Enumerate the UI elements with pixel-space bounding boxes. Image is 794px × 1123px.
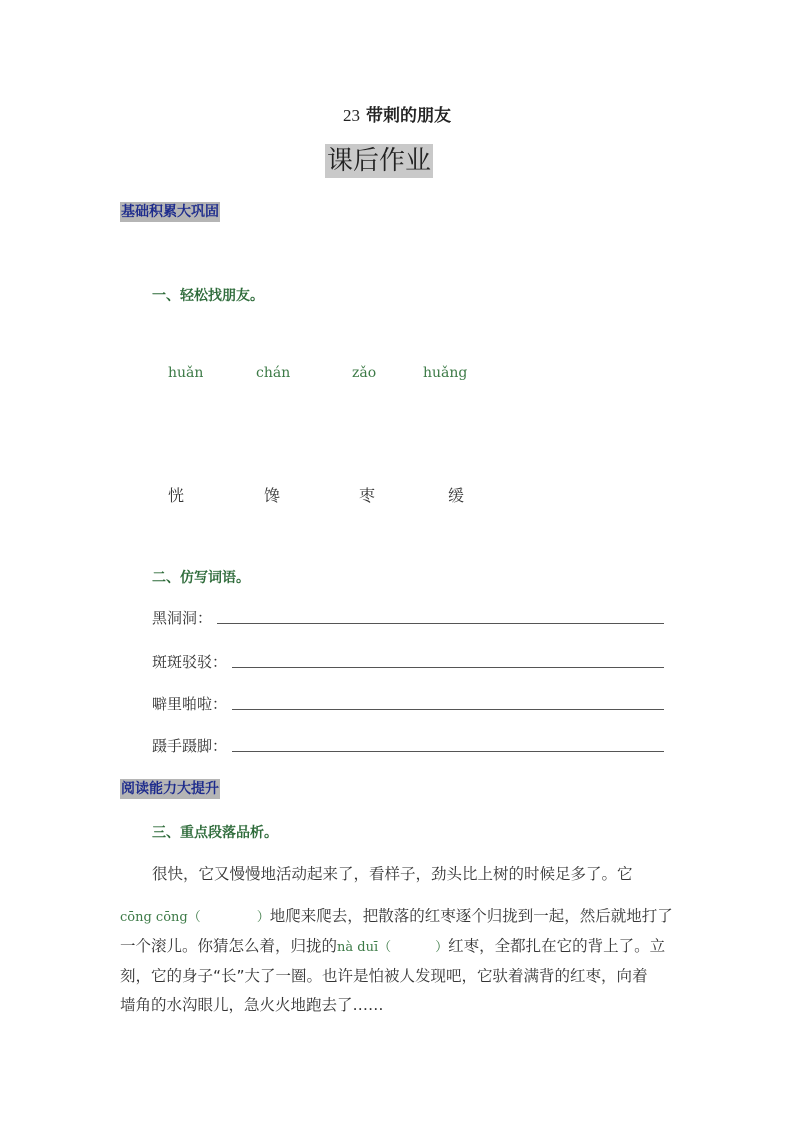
pinyin-close: ） [435,940,449,955]
lesson-number: 23 [343,106,361,125]
page-subtitle: 课后作业 [327,146,432,176]
lesson-name: 带刺的朋友 [365,106,451,126]
pinyin-item: huǎn [168,365,204,381]
word-label: 黑洞洞： [152,609,213,627]
char-item: 缓 [448,486,465,505]
pinyin-item: huǎng [423,365,468,381]
passage-line [120,904,673,926]
q1-heading: 一、轻松找朋友。 [152,288,264,304]
q3-heading: 三、重点段落品析。 [152,825,278,841]
pinyin-close: ） [256,910,270,925]
passage-text: 一个滚儿。你猜怎么着，归拢的 [120,937,338,955]
word-label: 噼里啪啦： [152,695,228,713]
lesson-title [0,101,794,126]
char-item: 馋 [264,486,281,505]
pinyin-item: chán [256,365,291,381]
answer-line[interactable] [217,623,664,624]
q2-heading: 二、仿写词语。 [152,570,250,586]
passage-line [120,934,665,956]
word-label: 斑斑驳驳： [152,653,228,671]
section-badge-reading: 阅读能力大提升 [121,781,219,797]
char-item: 枣 [359,486,376,505]
answer-line[interactable] [232,709,664,710]
answer-line[interactable] [232,751,664,752]
passage-text: 地爬来爬去，把散落的红枣逐个归拢到一起，然后就地打了 [269,907,673,925]
section-badge-basic: 基础积累大巩固 [121,204,219,220]
pinyin-prompt: cōng cōng（ [120,910,201,925]
answer-line[interactable] [232,667,664,668]
passage-line: 很快，它又慢慢地活动起来了，看样子，劲头比上树的时候足多了。它 [152,865,633,883]
passage-text: 红枣，全都扎在它的背上了。立 [448,937,666,955]
passage-line: 刻，它的身子“长”大了一圈。也许是怕被人发现吧，它驮着满背的红枣，向着 [120,967,648,985]
char-item: 恍 [168,486,185,505]
pinyin-prompt: nà duī（ [337,940,392,955]
word-label: 蹑手蹑脚： [152,737,228,755]
pinyin-item: zǎo [352,365,377,381]
passage-line: 墙角的水沟眼儿，急火火地跑去了…… [120,996,384,1014]
